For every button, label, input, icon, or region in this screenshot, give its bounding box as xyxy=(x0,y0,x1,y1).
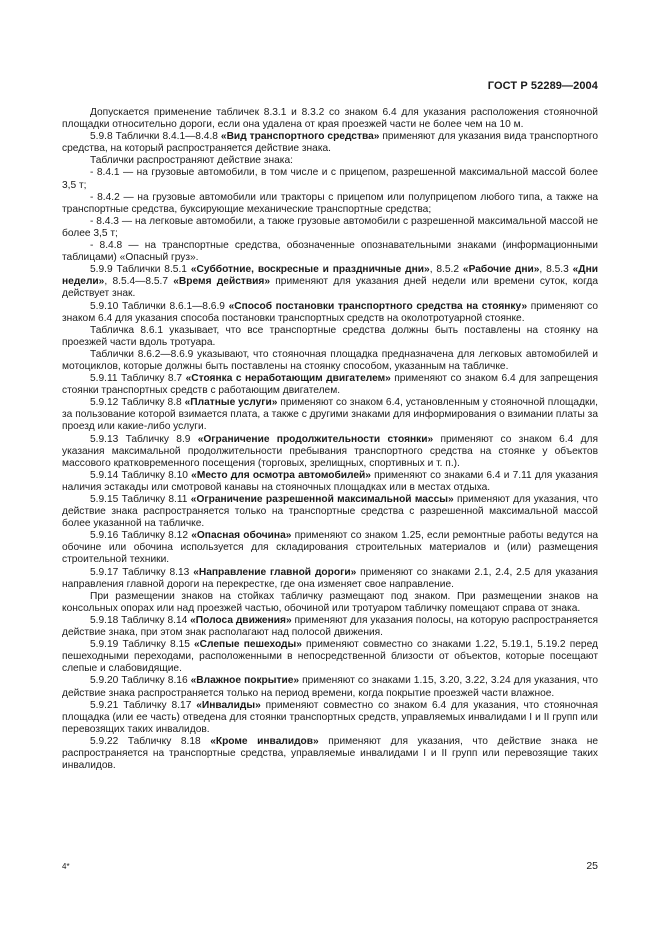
text-run: 5.9.20 Табличку 8.16 xyxy=(90,675,191,687)
bold-term: «Ограничение разрешенной максимальной массы» xyxy=(190,494,454,505)
bold-term: «Рабочие дни» xyxy=(462,264,540,276)
paragraph xyxy=(62,155,598,167)
paragraph xyxy=(62,131,598,155)
bold-term: «Стоянка с неработающим двигателем» xyxy=(185,373,391,385)
text-run: - 8.4.2 — на грузовые автомобили или тракторы с прицепом или полуприцепом любого типа, а также на транспортные средства, буксирующие механические транспортные средства; xyxy=(62,191,598,215)
paragraph xyxy=(62,567,598,591)
text-run: Таблички распространяют действие знака: xyxy=(90,155,293,167)
bold-term: «Влажное покрытие» xyxy=(190,675,300,687)
text-run: 5.9.14 Табличку 8.10 xyxy=(90,469,192,481)
text-run: - 8.4.1 — на грузовые автомобили, в том числе и с прицепом, разрешенной максимальной массой более 3,5 т; xyxy=(62,167,598,191)
text-run: 5.9.22 Табличку 8.18 xyxy=(90,735,211,747)
text-run: Табличка 8.6.1 указывает, что все транспортные средства должны быть поставлены на стоянку на проезжей части вдоль тротуара. xyxy=(62,324,598,348)
text-run: , 8.5.3 xyxy=(539,264,573,276)
text-run: применяют совместно со знаками 1.22, 5.19.1, 5.19.2 перед пешеходными переходами, расположенными в непосредственной близости от объектов, которые посещают слепые и слабовидящие. xyxy=(62,639,598,675)
bold-term: «Платные услуги» xyxy=(184,397,278,409)
paragraph xyxy=(62,349,598,373)
paragraph xyxy=(62,192,598,216)
text-run: применяют для указания полосы, на которую распространяется действие знака, при этом знак располагают над полосой движения. xyxy=(62,614,598,639)
paragraph xyxy=(62,107,598,131)
text-run: , 8.5.2 xyxy=(429,264,463,276)
bold-term: «Субботние, воскресные и праздничные дни» xyxy=(190,264,430,276)
text-run: 5.9.18 Табличку 8.14 xyxy=(90,614,191,626)
bold-term: «Способ постановки транспортного средства на стоянку» xyxy=(228,300,528,312)
text-run: применяют со знаками 1.15, 3.20, 3.22, 3.24 для указания, что действие знака распространяется только на период времени, когда покрытие проезжей части влажное. xyxy=(62,675,598,699)
text-run: применяют со знаком 6.4 для указания максимальной продолжительности пребывания транспортного средства на стоянке у объектов массового кратковременного посещения (торговых, зрелищных, спортивных и т. п.). xyxy=(62,433,598,469)
text-run: При размещении знаков на стойках табличку размещают под знаком. При размещении знаков на консольных опорах или над проезжей частью, обочиной или тротуаром табличку помещают справа от знака. xyxy=(62,590,598,614)
text-run: 5.9.9 Таблички 8.5.1 xyxy=(90,264,191,276)
document-header: ГОСТ Р 52289—2004 xyxy=(487,80,598,92)
text-run: 5.9.13 Табличку 8.9 xyxy=(90,433,198,445)
document-body xyxy=(62,107,598,772)
text-run: применяют со знаками 6.4 и 7.11 для указания наличия эстакады или смотровой канавы на стояночных площадках или в местах отдыха. xyxy=(62,469,598,493)
text-run: применяют для указания, что действие знака распространяется только на транспортные средства с разрешенной максимальной массой более указанной на табличке. xyxy=(62,494,598,530)
sheet-mark: 4* xyxy=(62,862,70,871)
paragraph xyxy=(62,397,598,433)
text-run: , 8.5.4—8.5.7 xyxy=(104,276,174,288)
bold-term: «Ограничение продолжительности стоянки» xyxy=(197,433,434,445)
text-run: 5.9.16 Табличку 8.12 xyxy=(90,530,192,542)
text-run: применяют для указания, что действие знака не распространяется на транспортные средства, управляемые инвалидами I и II групп или перевозящие таких инвалидов. xyxy=(62,735,598,772)
text-run: 5.9.10 Таблички 8.6.1—8.6.9 xyxy=(90,300,229,312)
paragraph xyxy=(62,434,598,470)
text-run: 5.9.12 Табличку 8.8 xyxy=(90,397,185,409)
paragraph xyxy=(62,494,598,530)
text-run: применяют совместно со знаком 6.4 для указания, что стояночная площадка (или ее часть) отведена для стоянки транспортных средств, управляемых инвалидами I и II групп или перевозящих таких инвалидов. xyxy=(62,699,598,735)
paragraph xyxy=(62,700,598,736)
paragraph xyxy=(62,167,598,191)
bold-term: «Инвалиды» xyxy=(196,699,261,711)
text-run: - 8.4.3 — на легковые автомобили, а также грузовые автомобили с разрешенной максимальной массой не более 3,5 т; xyxy=(62,215,598,239)
text-run: - 8.4.8 — на транспортные средства, обозначенные опознавательными знаками (информационными таблицами) «Опасный груз». xyxy=(62,240,598,264)
text-run: 5.9.17 Табличку 8.13 xyxy=(90,566,194,578)
text-run: 5.9.11 Табличку 8.7 xyxy=(90,373,186,385)
paragraph xyxy=(62,301,598,325)
text-run: Таблички 8.6.2—8.6.9 указывают, что стояночная площадка предназначена для легковых автомобилей и мотоциклов, которые должны быть поставлены на стоянку способом, указанным на табличке. xyxy=(62,348,598,372)
bold-term: «Слепые пешеходы» xyxy=(194,639,302,651)
paragraph xyxy=(62,216,598,240)
text-run: применяют со знаками 2.1, 2.4, 2.5 для указания направления главной дороги на перекрестке, где она изменяет свое направление. xyxy=(62,566,598,590)
text-run: применяют для указания дней недели или времени суток, когда действует знак. xyxy=(62,276,598,300)
bold-term: «Направление главной дороги» xyxy=(193,566,357,578)
text-run: 5.9.21 Табличку 8.17 xyxy=(90,699,197,711)
text-run: Допускается применение табличек 8.3.1 и 8.3.2 со знаком 6.4 для указания расположения стояночной площадки относительно дороги, если она удалена от края проезжей части не более чем на 10 м. xyxy=(62,107,598,131)
text-run: применяют для указания вида транспортного средства, на который распространяется действие знака. xyxy=(62,131,598,155)
bold-term: «Полоса движения» xyxy=(190,614,292,626)
text-run: применяют со знаком 6.4, установленным у стояночной площадки, за пользование которой взимается плата, а также с другими знаками для информирования о взимании платы за проезд или какие-либо услуги. xyxy=(62,397,598,433)
bold-term: «Дни недели» xyxy=(62,264,598,288)
paragraph xyxy=(62,530,598,566)
text-run: применяют со знаком 6.4 для запрещения стоянки транспортных средств с работающим двигателем. xyxy=(62,373,598,397)
text-run: применяют со знаком 1.25, если ремонтные работы ведутся на обочине или обочина используется для складирования строительных материалов и (или) размещения строительной техники. xyxy=(62,530,598,566)
paragraph xyxy=(62,240,598,264)
text-run: 5.9.8 Таблички 8.4.1—8.4.8 xyxy=(90,131,221,143)
page-number: 25 xyxy=(586,860,598,872)
paragraph xyxy=(62,325,598,349)
bold-term: «Опасная обочина» xyxy=(191,530,292,542)
paragraph xyxy=(62,591,598,615)
bold-term: «Место для осмотра автомобилей» xyxy=(191,469,371,481)
paragraph xyxy=(62,639,598,675)
paragraph xyxy=(62,675,598,699)
bold-term: «Вид транспортного средства» xyxy=(220,131,380,143)
paragraph xyxy=(62,470,598,494)
paragraph xyxy=(62,736,598,772)
paragraph xyxy=(62,373,598,397)
paragraph xyxy=(62,615,598,639)
paragraph xyxy=(62,264,598,300)
text-run: 5.9.19 Табличку 8.15 xyxy=(90,639,195,651)
text-run: применяют со знаком 6.4 для указания способа постановки транспортных средств на околотротуарной стоянке. xyxy=(62,300,598,324)
text-run: 5.9.15 Табличку 8.11 xyxy=(90,494,191,505)
bold-term: «Время действия» xyxy=(173,276,270,288)
bold-term: «Кроме инвалидов» xyxy=(210,735,319,747)
